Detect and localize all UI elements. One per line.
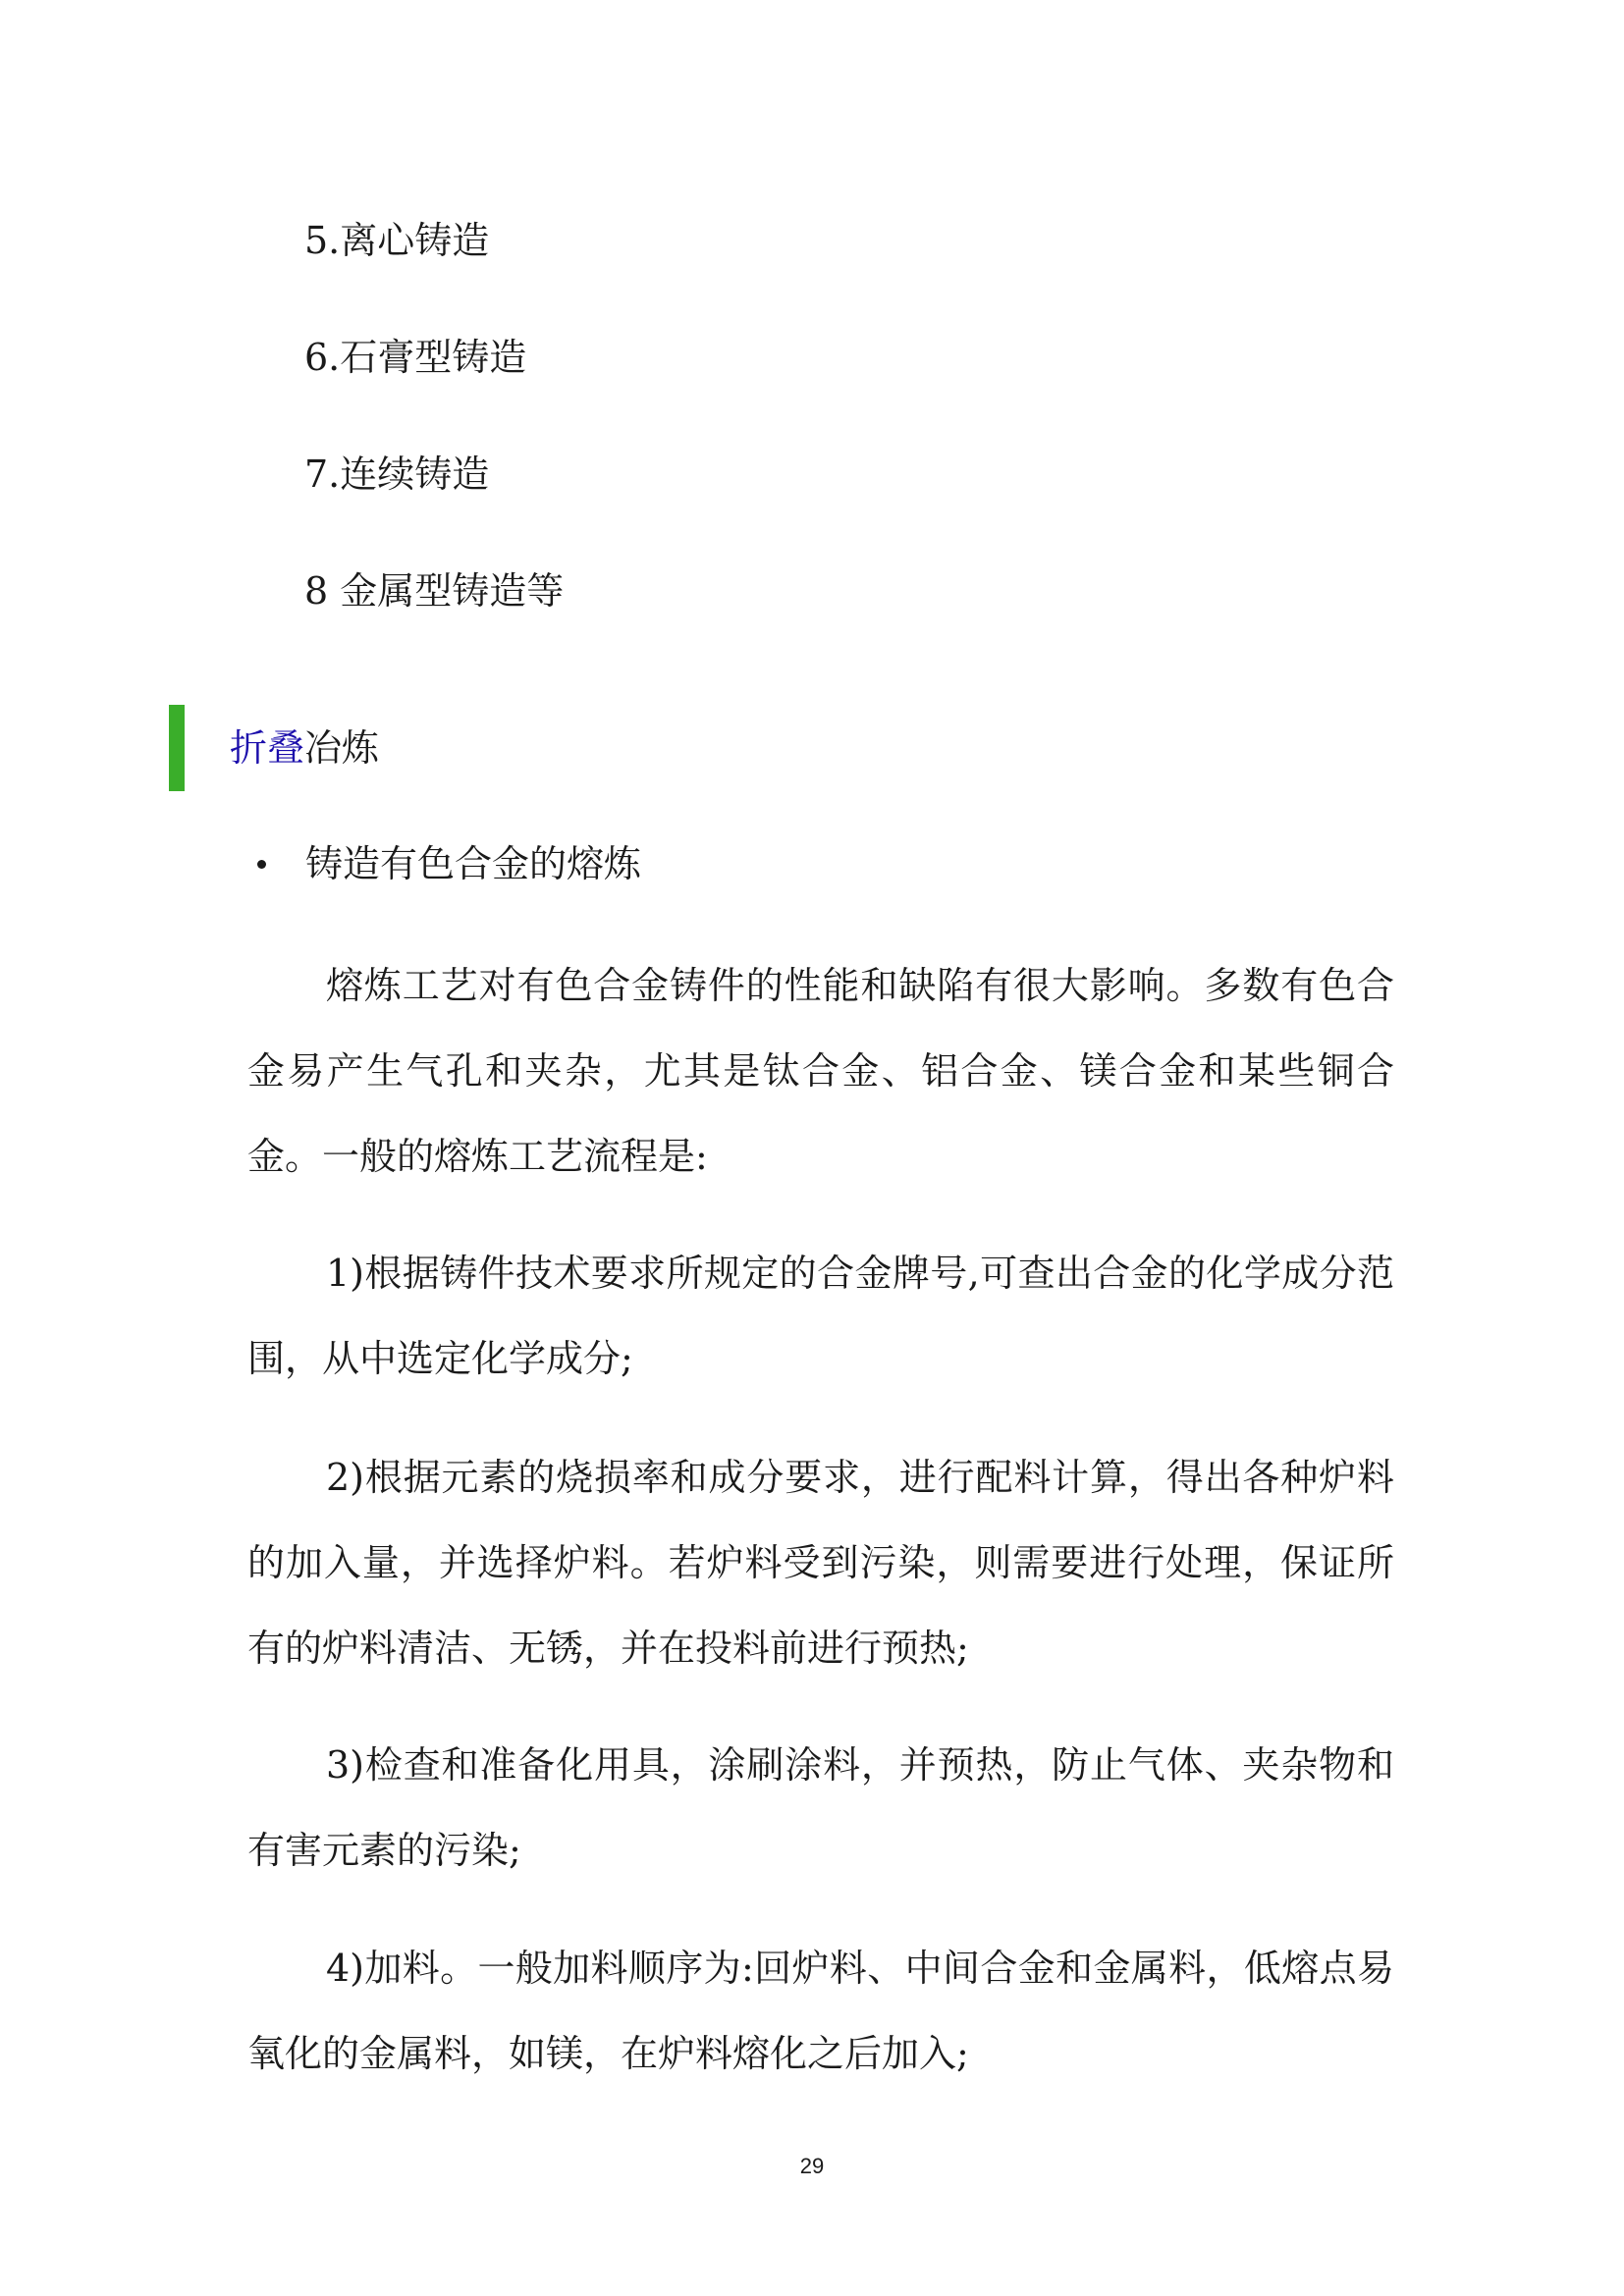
paragraph: 2)根据元素的烧损率和成分要求，进行配料计算，得出各种炉料的加入量，并选择炉料。若炉料受到污染，则需要进行处理，保证所有的炉料清洁、无锈，并在投料前进行预热; [247, 1456, 1394, 1670]
bullet-icon [257, 860, 266, 869]
paragraph: 熔炼工艺对有色合金铸件的性能和缺陷有很大影响。多数有色合金易产生气孔和夹杂，尤其是钛合金、铝合金、镁合金和某些铜合金。一般的熔炼工艺流程是: [247, 964, 1394, 1178]
page-number: 29 [799, 2154, 825, 2178]
list-item: 7.连续铸造 [304, 453, 490, 496]
section-heading [169, 705, 379, 791]
heading-accent-bar [169, 705, 185, 791]
bullet-heading [257, 839, 641, 888]
paragraph: 3)检查和准备化用具，涂刷涂料，并预热，防止气体、夹杂物和有害元素的污染; [247, 1743, 1394, 1872]
collapse-link[interactable]: 折叠 [230, 726, 305, 770]
section-title: 冶炼 [304, 726, 380, 770]
list-item: 6.石膏型铸造 [304, 336, 527, 379]
list-item: 5.离心铸造 [304, 219, 490, 262]
bullet-heading-text: 铸造有色合金的熔炼 [305, 842, 642, 885]
heading-text [230, 723, 379, 773]
list-item: 8 金属型铸造等 [304, 569, 565, 613]
paragraph: 4)加料。一般加料顺序为:回炉料、中间合金和金属料，低熔点易氧化的金属料，如镁，在炉料熔化之后加入; [247, 1947, 1394, 2075]
paragraph: 1)根据铸件技术要求所规定的合金牌号,可查出合金的化学成分范围，从中选定化学成分; [247, 1252, 1394, 1380]
